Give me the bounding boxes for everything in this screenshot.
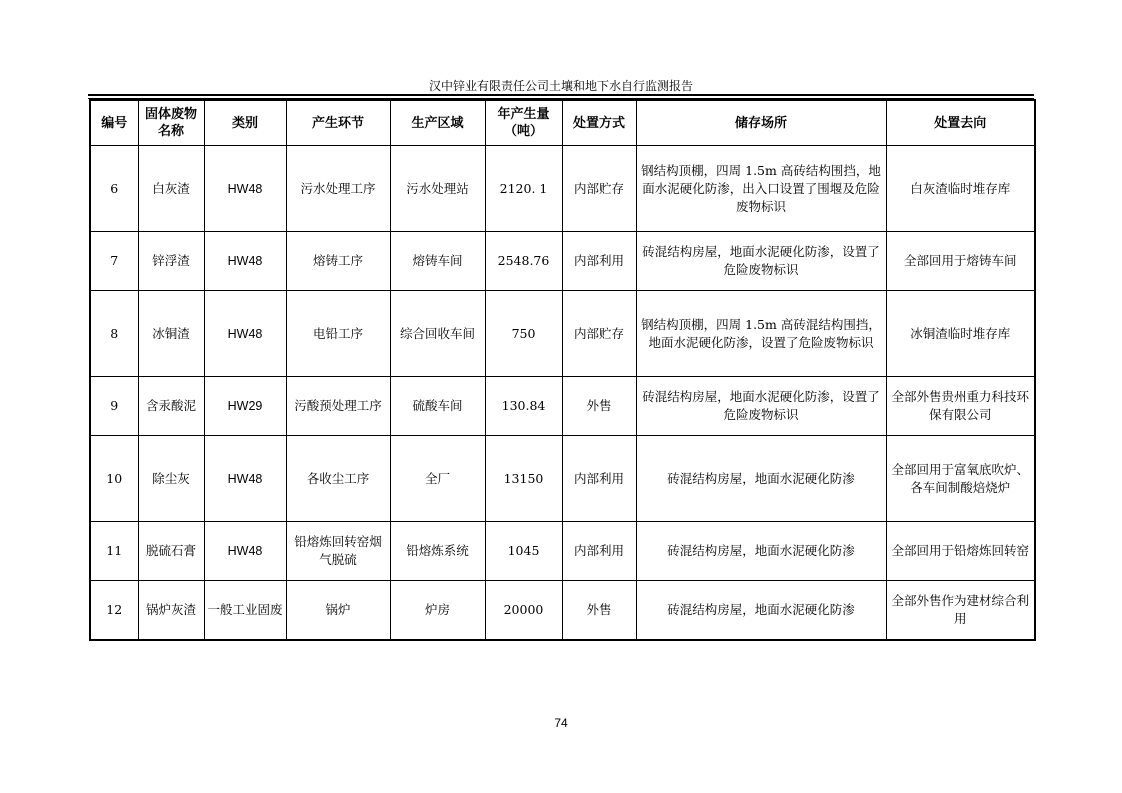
table-cell: 污水处理工序 [286,146,390,232]
table-cell: 白灰渣 [138,146,204,232]
column-header: 固体废物名称 [138,100,204,146]
table-cell: 外售 [562,581,636,640]
table-cell: 内部贮存 [562,146,636,232]
table-cell: HW48 [204,232,286,291]
table-cell: 脱硫石膏 [138,522,204,581]
table-cell: HW48 [204,146,286,232]
table-cell: 2548.76 [485,232,562,291]
table-row [90,581,1035,640]
column-header: 编号 [90,100,138,146]
table-cell: 13150 [485,436,562,522]
table-cell: 电铅工序 [286,291,390,377]
table-cell: 钢结构顶棚，四周 1.5m 高砖结构围挡，地面水泥硬化防渗，出入口设置了围堰及危险废物标识 [636,146,886,232]
column-header: 储存场所 [636,100,886,146]
table-cell: 炉房 [390,581,485,640]
table-row [90,146,1035,232]
table-cell: 砖混结构房屋，地面水泥硬化防渗 [636,436,886,522]
table-row [90,232,1035,291]
table-cell: 铅熔炼回转窑烟气脱硫 [286,522,390,581]
table-row [90,291,1035,377]
table-cell: 砖混结构房屋，地面水泥硬化防渗，设置了危险废物标识 [636,377,886,436]
table-cell: 全部回用于铅熔炼回转窑 [886,522,1035,581]
page-number: 74 [554,716,568,730]
column-header: 年产生量（吨） [485,100,562,146]
table-cell: HW48 [204,436,286,522]
table-header-row [90,100,1035,146]
table-cell: 硫酸车间 [390,377,485,436]
page-header-title: 汉中锌业有限责任公司土壤和地下水自行监测报告 [428,79,693,93]
table-cell: 锅炉灰渣 [138,581,204,640]
table-cell: 8 [90,291,138,377]
table-cell: 内部贮存 [562,291,636,377]
column-header: 处置去向 [886,100,1035,146]
table-cell: 全部外售作为建材综合利用 [886,581,1035,640]
table-cell: 锅炉 [286,581,390,640]
table-cell: 外售 [562,377,636,436]
table-cell: 冰铜渣临时堆存库 [886,291,1035,377]
table-cell: 各收尘工序 [286,436,390,522]
table-cell: 20000 [485,581,562,640]
table-cell: 污水处理站 [390,146,485,232]
table-cell: 全部回用于熔铸车间 [886,232,1035,291]
table-cell: 锌浮渣 [138,232,204,291]
table-cell: 7 [90,232,138,291]
table-cell: 熔铸工序 [286,232,390,291]
table-cell: 全部外售贵州重力科技环保有限公司 [886,377,1035,436]
table-row [90,377,1035,436]
table-cell: 综合回收车间 [390,291,485,377]
table-row [90,522,1035,581]
table-cell: 铅熔炼系统 [390,522,485,581]
table-cell: 10 [90,436,138,522]
table-cell: 1045 [485,522,562,581]
table-cell: 6 [90,146,138,232]
column-header: 产生环节 [286,100,390,146]
table-cell: 内部利用 [562,522,636,581]
table-cell: 2120. 1 [485,146,562,232]
table-cell: 内部利用 [562,232,636,291]
table-cell: 一般工业固废 [204,581,286,640]
column-header: 类别 [204,100,286,146]
table-cell: HW29 [204,377,286,436]
header-rule [88,94,1034,96]
table-cell: 熔铸车间 [390,232,485,291]
column-header: 生产区域 [390,100,485,146]
table-cell: 全部回用于富氧底吹炉、各车间制酸焙烧炉 [886,436,1035,522]
table-cell: HW48 [204,522,286,581]
table-cell: 白灰渣临时堆存库 [886,146,1035,232]
solid-waste-table [89,99,1036,641]
table-cell: HW48 [204,291,286,377]
table-row [90,436,1035,522]
table-cell: 砖混结构房屋，地面水泥硬化防渗 [636,581,886,640]
table-cell: 12 [90,581,138,640]
column-header: 处置方式 [562,100,636,146]
table-cell: 11 [90,522,138,581]
table-cell: 内部利用 [562,436,636,522]
table-cell: 冰铜渣 [138,291,204,377]
table-cell: 除尘灰 [138,436,204,522]
table-cell: 9 [90,377,138,436]
table-cell: 750 [485,291,562,377]
table-cell: 含汞酸泥 [138,377,204,436]
table-cell: 砖混结构房屋，地面水泥硬化防渗，设置了危险废物标识 [636,232,886,291]
table-cell: 污酸预处理工序 [286,377,390,436]
table-cell: 钢结构顶棚，四周 1.5m 高砖混结构围挡，地面水泥硬化防渗，设置了危险废物标识 [636,291,886,377]
table-cell: 全厂 [390,436,485,522]
table-cell: 砖混结构房屋，地面水泥硬化防渗 [636,522,886,581]
table-cell: 130.84 [485,377,562,436]
